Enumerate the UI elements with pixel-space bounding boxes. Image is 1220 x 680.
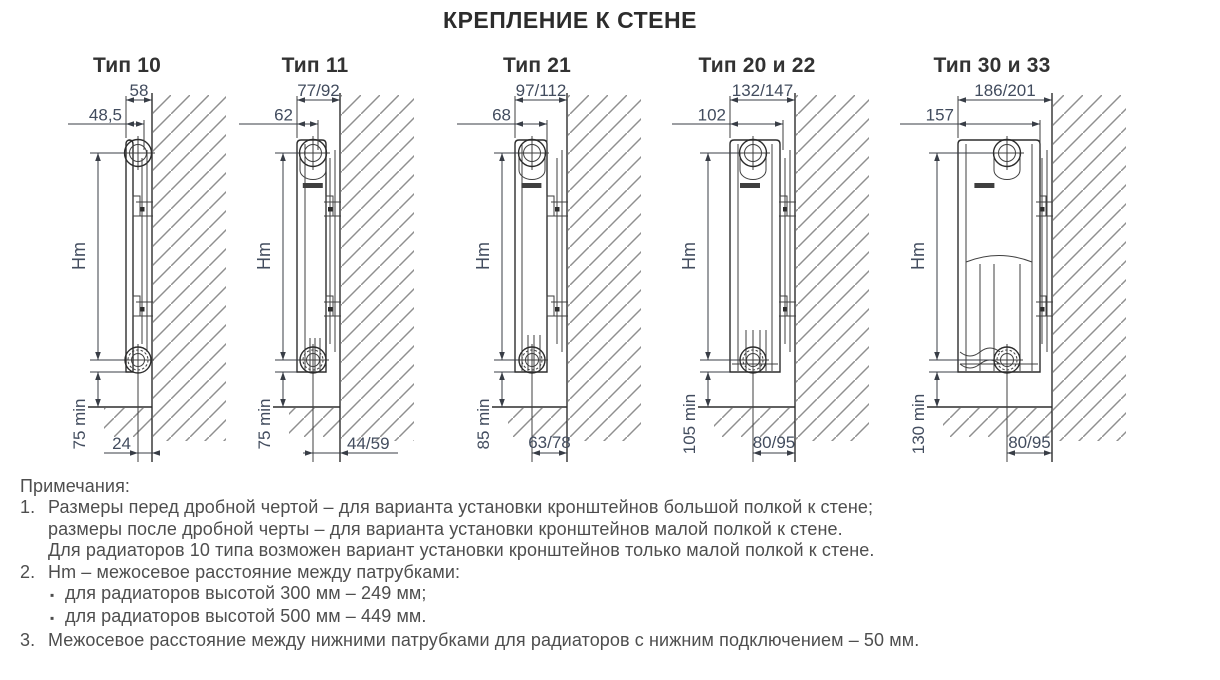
diagram-title-tip-11: Тип 11 <box>281 54 349 77</box>
dimension-arrow-icon <box>280 372 286 380</box>
note-line: 2. Hm – межосевое расстояние между патрубками: <box>20 561 461 582</box>
hm-axis-label: Hm <box>473 242 493 270</box>
brand-logo <box>974 183 994 188</box>
bracket-offset-label: 48,5 <box>88 105 122 125</box>
dimensions <box>457 84 571 456</box>
top-width-label: 58 <box>129 84 149 100</box>
diagram-tip-11 <box>239 84 414 462</box>
bottom-offset-label: 63/78 <box>528 433 571 452</box>
bracket-offset-label: 62 <box>274 105 293 125</box>
radiator-body <box>730 140 780 372</box>
dimension-arrow-icon <box>705 372 711 380</box>
top-width-label: 186/201 <box>974 84 1036 100</box>
wall-mounting-diagrams <box>0 84 1220 474</box>
bracket-screw-icon <box>140 207 145 212</box>
floor-clearance-label: 75 min <box>255 398 274 450</box>
hm-axis-label: Hm <box>679 242 699 270</box>
bottom-offset-label: 44/59 <box>347 434 390 453</box>
dimension-arrow-icon <box>305 450 313 456</box>
floor-clearance-label: 130 min <box>909 393 928 455</box>
diagram-tip-30-33 <box>900 84 1126 462</box>
bracket-screw-icon <box>555 307 560 312</box>
dimension-arrow-icon <box>126 121 134 127</box>
dimension-arrow-icon <box>310 121 318 127</box>
diagram-tip-10 <box>68 84 226 462</box>
square-bullet-icon: ▪ <box>50 611 55 626</box>
notes-block <box>20 476 1210 651</box>
bracket-hook <box>1040 196 1046 216</box>
dimension-arrow-icon <box>934 399 940 407</box>
hm-axis-label: Hm <box>254 242 274 270</box>
bracket-hook <box>133 196 140 216</box>
dimension-arrow-icon <box>136 121 144 127</box>
dimension-arrow-icon <box>499 352 505 360</box>
dimension-arrow-icon <box>705 399 711 407</box>
floor-clearance-label: 75 min <box>70 398 89 450</box>
note-line: размеры после дробной черты – для варианта установки кронштейнов малой полкой к стене. <box>48 518 843 539</box>
diagram-tip-20-22 <box>672 84 869 462</box>
diagram-title-tip-30-33: Тип 30 и 33 <box>933 54 1051 77</box>
dimension-arrow-icon <box>95 372 101 380</box>
wall-hatch <box>568 95 641 441</box>
dimension-arrow-icon <box>934 372 940 380</box>
dimensions <box>68 84 160 456</box>
dimension-arrow-icon <box>775 121 783 127</box>
wall-bracket <box>779 150 796 352</box>
radiator-body <box>126 140 133 372</box>
dimension-arrow-icon <box>95 352 101 360</box>
dimension-arrow-icon <box>515 121 523 127</box>
note-line: 1. Размеры перед дробной чертой – для варианта установки кронштейнов большой полкой к стене; <box>20 497 874 518</box>
dimension-arrow-icon <box>152 450 160 456</box>
wall-hatch <box>1053 95 1126 441</box>
brand-logo <box>740 183 760 188</box>
dimension-arrow-icon <box>499 153 505 161</box>
note-line: ▪ для радиаторов высотой 500 мм – 449 мм. <box>20 606 1210 629</box>
bottom-offset-label: 80/95 <box>1008 433 1051 452</box>
dimension-arrow-icon <box>1032 121 1040 127</box>
wall-hatch <box>796 95 869 441</box>
bracket-screw-icon <box>555 207 560 212</box>
wall-bracket <box>1036 150 1053 352</box>
dimension-arrow-icon <box>705 153 711 161</box>
wall-hatch <box>341 95 414 441</box>
square-bullet-icon: ▪ <box>50 588 55 603</box>
bracket-screw-icon <box>328 307 333 312</box>
hm-axis-label: Hm <box>908 242 928 270</box>
wall-bracket <box>551 150 568 352</box>
bracket-hook <box>547 196 554 216</box>
dimension-arrow-icon <box>95 399 101 407</box>
dimension-arrow-icon <box>280 352 286 360</box>
floor-hatch <box>104 408 152 437</box>
dimension-arrow-icon <box>499 372 505 380</box>
floor-clearance-label: 85 min <box>474 398 493 450</box>
bracket-screw-icon <box>328 207 333 212</box>
bracket-screw-icon <box>140 307 145 312</box>
dimension-arrow-icon <box>958 97 966 103</box>
bracket-offset-label: 102 <box>697 105 726 125</box>
top-width-label: 97/112 <box>515 84 567 100</box>
note-line: ▪ для радиаторов высотой 300 мм – 249 мм; <box>20 583 1210 606</box>
diagram-tip-21 <box>457 84 641 462</box>
dimension-arrow-icon <box>539 121 547 127</box>
dimension-arrow-icon <box>297 121 305 127</box>
wall-bracket <box>136 150 153 352</box>
bracket-offset-label: 68 <box>492 105 511 125</box>
diagram-title-tip-10: Тип 10 <box>92 54 162 77</box>
floor-clearance-label: 105 min <box>680 393 699 455</box>
floor-hatch <box>289 408 340 437</box>
dimension-arrow-icon <box>280 399 286 407</box>
panel-top-arc <box>966 256 1032 263</box>
top-width-label: 77/92 <box>297 84 340 100</box>
dimension-arrow-icon <box>730 121 738 127</box>
bottom-offset-label: 80/95 <box>752 433 796 452</box>
top-width-label: 132/147 <box>731 84 794 100</box>
bracket-hook <box>780 196 787 216</box>
bracket-hook <box>1040 296 1046 316</box>
wall-hatch <box>153 95 226 441</box>
diagram-title-tip-21: Тип 21 <box>502 54 572 77</box>
dimension-arrow-icon <box>95 153 101 161</box>
dimension-arrow-icon <box>934 153 940 161</box>
note-line: Для радиаторов 10 типа возможен вариант установки кронштейнов только малой полкой к стене. <box>48 540 875 561</box>
dimension-arrow-icon <box>705 352 711 360</box>
dimension-arrow-icon <box>934 352 940 360</box>
dimension-arrow-icon <box>280 153 286 161</box>
dimension-arrow-icon <box>499 399 505 407</box>
hm-axis-label: Hm <box>69 242 89 270</box>
note-line: 3. Межосевое расстояние между нижними патрубками для радиаторов с нижним подключением – 50 мм. <box>20 629 920 650</box>
diagram-title-tip-20-22: Тип 20 и 22 <box>698 54 816 77</box>
brand-logo <box>521 183 541 188</box>
dimension-arrow-icon <box>1044 97 1052 103</box>
bracket-hook <box>547 296 554 316</box>
page-title: КРЕПЛЕНИЕ К СТЕНЕ <box>443 7 697 33</box>
bracket-hook <box>780 296 787 316</box>
notes-heading: Примечания: <box>20 476 131 496</box>
radiator-body <box>958 140 1040 372</box>
bracket-hook <box>133 296 140 316</box>
dimension-arrow-icon <box>958 121 966 127</box>
dimension-arrow-icon <box>130 450 138 456</box>
brand-logo <box>303 183 323 188</box>
radiator-body <box>515 140 547 372</box>
bottom-offset-label: 24 <box>112 434 131 453</box>
bracket-offset-label: 157 <box>925 105 954 125</box>
